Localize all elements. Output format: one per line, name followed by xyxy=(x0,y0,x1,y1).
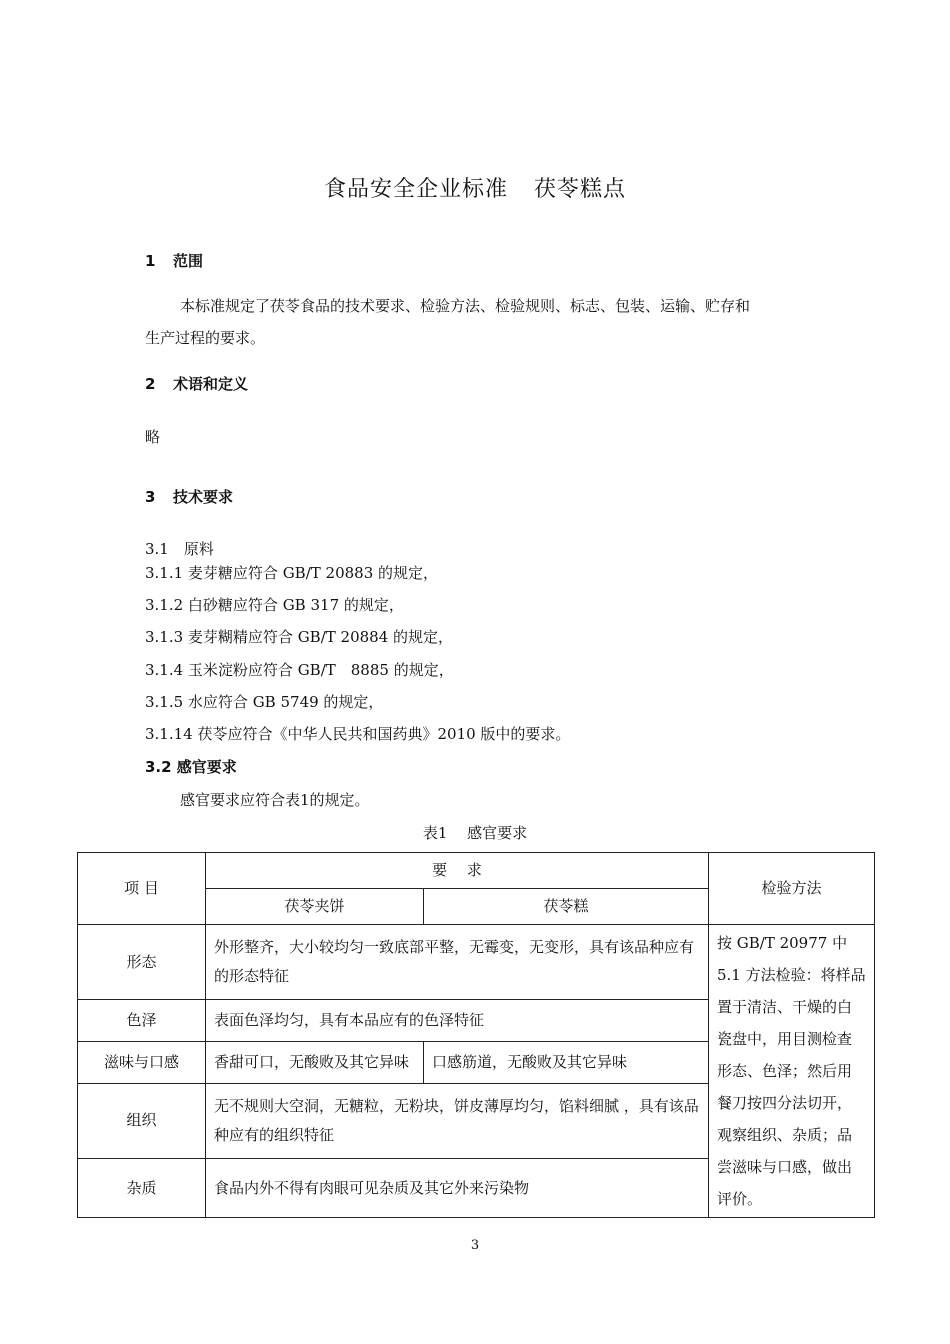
sensory-text: 感官要求应符合表1的规定。 xyxy=(180,791,370,809)
title-part-1: 食品安全企业标准 xyxy=(323,177,508,202)
row-label-impurity: 杂质 xyxy=(78,1159,206,1218)
section-3-title: 技术要求 xyxy=(173,488,234,506)
material-item: 3.1.3 麦芽糊精应符合 GB/T 20884 的规定， xyxy=(145,628,454,646)
material-item: 3.1.14 茯苓应符合《中华人民共和国药典》2010 版中的要求。 xyxy=(145,725,571,743)
section-2-number: 2 xyxy=(145,375,156,393)
row-value-color: 表面色泽均匀，具有本品应有的色泽特征 xyxy=(206,1000,709,1042)
header-method: 检验方法 xyxy=(709,853,875,925)
material-item: 3.1.5 水应符合 GB 5749 的规定， xyxy=(145,693,384,711)
row-label-texture: 组织 xyxy=(78,1083,206,1158)
section-2-heading xyxy=(145,373,248,394)
section-3-heading xyxy=(145,486,233,507)
section-1-title: 范围 xyxy=(173,252,204,270)
material-item: 3.1.4 玉米淀粉应符合 GB/T 8885 的规定， xyxy=(145,661,454,679)
row-value-taste-b: 口感筋道，无酸败及其它异味 xyxy=(424,1041,709,1083)
material-item: 3.1.1 麦芽糖应符合 GB/T 20883 的规定， xyxy=(145,564,439,582)
row-label-shape: 形态 xyxy=(78,925,206,1000)
section-3-number: 3 xyxy=(145,488,156,506)
table-caption: 表1 感官要求 xyxy=(422,824,528,842)
material-item: 3.1.2 白砂糖应符合 GB 317 的规定， xyxy=(145,596,404,614)
section-2-text: 略 xyxy=(145,428,161,446)
sensory-table xyxy=(77,852,875,1218)
row-value-texture: 无不规则大空洞，无糖粒，无粉块，饼皮薄厚均匀，馅料细腻 ，具有该品种应有的组织特征 xyxy=(206,1083,709,1158)
table-header-row xyxy=(78,853,875,889)
document-title xyxy=(0,172,950,203)
row-label-taste: 滋味与口感 xyxy=(78,1041,206,1083)
section-2-title: 术语和定义 xyxy=(173,375,249,393)
section-1-text-line-1: 本标准规定了茯苓食品的技术要求、检验方法、检验规则、标志、包装、运输、贮存和 xyxy=(180,297,751,315)
row-value-taste-a: 香甜可口，无酸败及其它异味 xyxy=(206,1041,424,1083)
method-cell: 按 GB/T 20977 中 5.1 方法检验：将样品置于清洁、干燥的白瓷盘中，用目测检查形态、色泽；然后用餐刀按四分法切开，观察组织、杂质；品尝滋味与口感，做出评价。 xyxy=(709,925,875,1218)
table-row xyxy=(78,925,875,1000)
section-1-heading xyxy=(145,250,203,271)
header-product-a: 茯苓夹饼 xyxy=(206,889,424,925)
header-product-b: 茯苓糕 xyxy=(424,889,709,925)
row-label-color: 色泽 xyxy=(78,1000,206,1042)
sensory-heading: 3.2 感官要求 xyxy=(145,758,237,776)
section-1-text-line-2: 生产过程的要求。 xyxy=(145,329,266,347)
row-value-impurity: 食品内外不得有肉眼可见杂质及其它外来污染物 xyxy=(206,1159,709,1218)
header-requirement: 要 求 xyxy=(206,853,709,889)
materials-heading: 3.1 原料 xyxy=(145,540,214,558)
title-part-2: 茯苓糕点 xyxy=(534,177,627,202)
row-value-shape: 外形整齐，大小较均匀一致底部平整，无霉变，无变形，具有该品种应有的形态特征 xyxy=(206,925,709,1000)
header-item: 项 目 xyxy=(78,853,206,925)
section-1-number: 1 xyxy=(145,252,156,270)
page-number: 3 xyxy=(470,1238,480,1253)
